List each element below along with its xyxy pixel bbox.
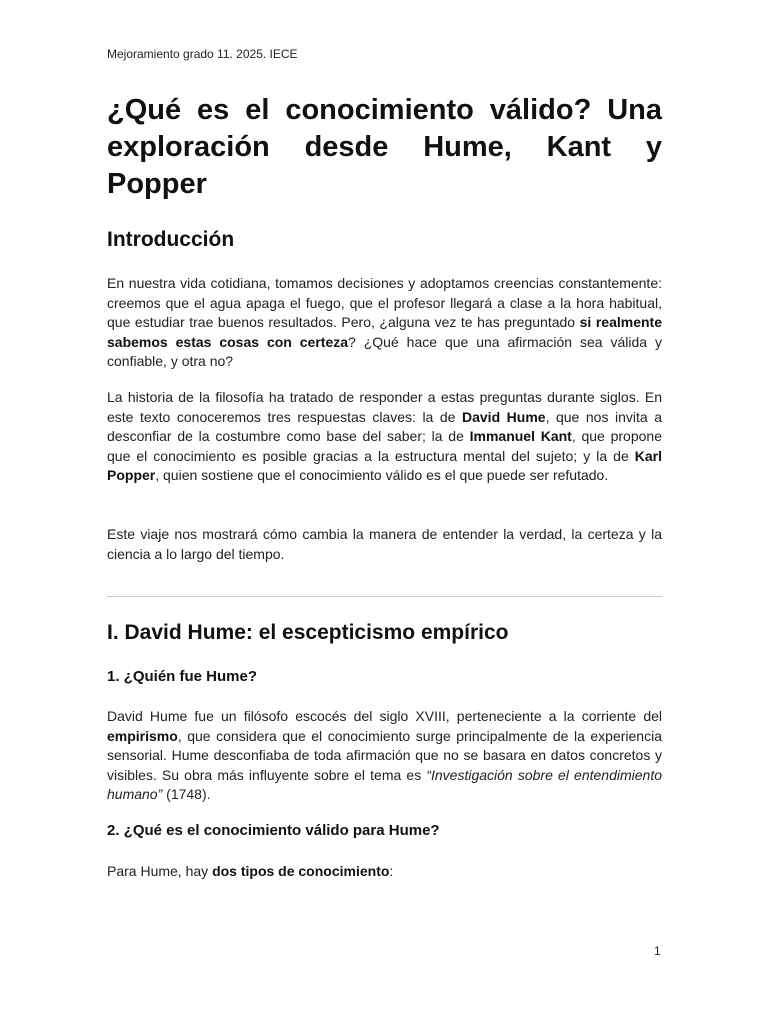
section-divider <box>107 596 662 597</box>
book-title: “Investigación sobre el entendimiento humano” <box>107 766 662 803</box>
hume-paragraph-2: Para Hume, hay dos tipos de conocimiento: <box>107 863 394 879</box>
page-header: Mejoramiento grado 11. 2025. IECE <box>107 47 298 61</box>
document-title: ¿Qué es el conocimiento válido? Una exploración desde Hume, Kant y Popper <box>107 94 662 200</box>
name-hume: David Hume <box>462 408 546 425</box>
intro-paragraph-2: La historia de la filosofía ha tratado de responder a estas preguntas durante siglos. En este texto conoceremos tres respuestas claves: la de David Hume, que nos invita a desconfiar de la costumbre como base del saber; la de Immanuel Kant, que propone que el conocimiento es posible gracias a la estructura mental del sujeto; y la de Karl Popper, quien sostiene que el conocimiento válido es el que puede ser refutado. <box>107 389 662 484</box>
name-kant: Immanuel Kant <box>469 428 572 445</box>
emphasis-two-types: dos tipos de conocimiento <box>212 863 390 879</box>
subsection-1-heading: 1. ¿Quién fue Hume? <box>107 668 258 685</box>
intro-heading: Introducción <box>107 228 235 251</box>
emphasis: si realmente sabemos estas cosas con certeza <box>107 314 662 350</box>
intro-paragraph-1: En nuestra vida cotidiana, tomamos decisiones y adoptamos creencias constantemente: creemos que el agua apaga el fuego, que el profesor llegará a clase a la hora habitual, que estudiar trae buenos resultados. Pero, ¿alguna vez te has preguntado si realmente sabemos estas cosas con certeza? ¿Qué hace que una afirmación sea válida y confiable, y otra no? <box>107 275 662 370</box>
subsection-2-heading: 2. ¿Qué es el conocimiento válido para Hume? <box>107 822 440 839</box>
hume-paragraph-1: David Hume fue un filósofo escocés del siglo XVIII, perteneciente a la corriente del empirismo, que considera que el conocimiento surge principalmente de la experiencia sensorial. Hume desconfiaba de toda afirmación que no se basara en datos concretos y visibles. Su obra más influyente sobre el tema es “Investigación sobre el entendimiento humano” (1748). <box>107 708 662 803</box>
name-popper: Karl Popper <box>107 447 662 484</box>
section-1-heading: I. David Hume: el escepticismo empírico <box>107 621 509 644</box>
page-number: 1 <box>654 944 661 958</box>
intro-paragraph-3: Este viaje nos mostrará cómo cambia la manera de entender la verdad, la certeza y la ciencia a lo largo del tiempo. <box>107 526 662 562</box>
term-empirismo: empirismo <box>107 727 178 744</box>
